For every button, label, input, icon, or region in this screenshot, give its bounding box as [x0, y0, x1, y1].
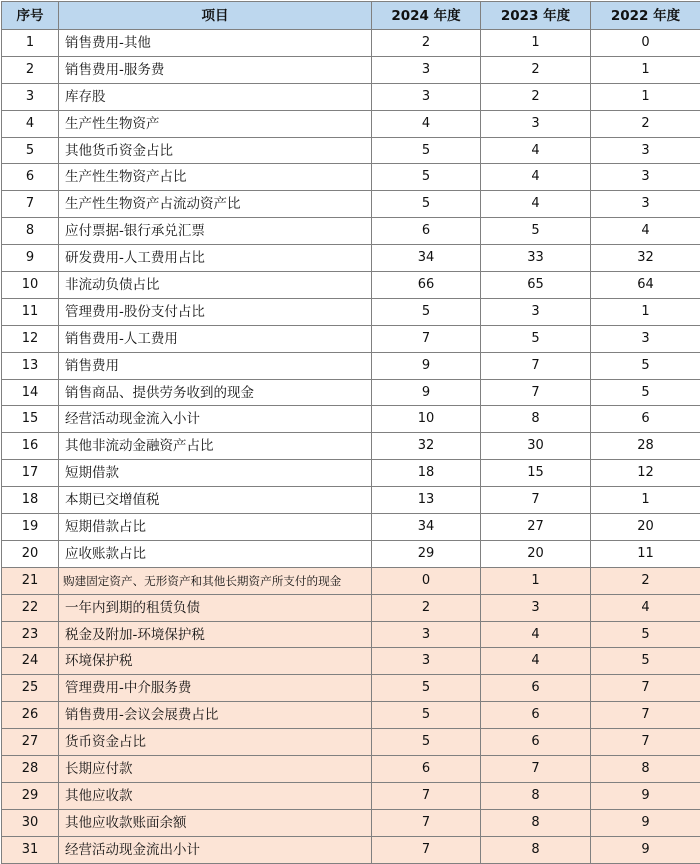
- table-row: [2, 30, 700, 57]
- row-value-2022-cell: 32: [591, 245, 700, 272]
- row-index-cell: 6: [2, 164, 59, 191]
- row-value-2022-cell: 4: [591, 218, 700, 245]
- row-index-cell: 10: [2, 272, 59, 299]
- table-row: [2, 433, 700, 460]
- row-value-2022-cell: 7: [591, 675, 700, 702]
- header-year-2024: 2024 年度: [372, 2, 481, 30]
- row-value-2022-cell: 28: [591, 433, 700, 460]
- row-index-cell: 2: [2, 56, 59, 83]
- table-row: [2, 56, 700, 83]
- row-value-2022-cell: 9: [591, 782, 700, 809]
- row-item-cell: 本期已交增值税: [59, 487, 372, 514]
- row-value-2022-cell: 6: [591, 406, 700, 433]
- row-value-2023-cell: 7: [481, 352, 591, 379]
- row-value-2023-cell: 1: [481, 567, 591, 594]
- table-row: [2, 379, 700, 406]
- row-value-2022-cell: 2: [591, 567, 700, 594]
- table-row: [2, 460, 700, 487]
- row-item-cell: 生产性生物资产占比: [59, 164, 372, 191]
- table-row: [2, 621, 700, 648]
- row-index-cell: 17: [2, 460, 59, 487]
- row-value-2022-cell: 64: [591, 272, 700, 299]
- row-value-2024-cell: 34: [372, 514, 481, 541]
- row-value-2022-cell: 7: [591, 702, 700, 729]
- row-value-2024-cell: 9: [372, 352, 481, 379]
- row-value-2024-cell: 5: [372, 702, 481, 729]
- row-item-cell: 长期应付款: [59, 756, 372, 783]
- row-value-2024-cell: 2: [372, 594, 481, 621]
- row-value-2023-cell: 15: [481, 460, 591, 487]
- row-value-2023-cell: 2: [481, 56, 591, 83]
- row-value-2023-cell: 8: [481, 809, 591, 836]
- row-value-2023-cell: 8: [481, 836, 591, 863]
- table-row: [2, 406, 700, 433]
- row-item-cell: 非流动负债占比: [59, 272, 372, 299]
- row-value-2023-cell: 6: [481, 702, 591, 729]
- row-value-2024-cell: 5: [372, 298, 481, 325]
- row-value-2024-cell: 32: [372, 433, 481, 460]
- row-value-2023-cell: 33: [481, 245, 591, 272]
- row-item-cell: 销售费用-服务费: [59, 56, 372, 83]
- row-value-2023-cell: 4: [481, 164, 591, 191]
- row-value-2024-cell: 2: [372, 30, 481, 57]
- header-index: 序号: [2, 2, 59, 30]
- row-value-2023-cell: 4: [481, 648, 591, 675]
- row-value-2023-cell: 6: [481, 675, 591, 702]
- row-item-cell: 其他应收款: [59, 782, 372, 809]
- row-value-2022-cell: 5: [591, 379, 700, 406]
- row-value-2024-cell: 6: [372, 218, 481, 245]
- table-row: [2, 83, 700, 110]
- table-row: [2, 487, 700, 514]
- row-index-cell: 31: [2, 836, 59, 863]
- row-index-cell: 27: [2, 729, 59, 756]
- row-value-2022-cell: 0: [591, 30, 700, 57]
- row-value-2022-cell: 2: [591, 110, 700, 137]
- row-item-cell: 其他货币资金占比: [59, 137, 372, 164]
- row-value-2023-cell: 5: [481, 325, 591, 352]
- row-value-2023-cell: 65: [481, 272, 591, 299]
- row-index-cell: 14: [2, 379, 59, 406]
- header-row: [2, 2, 700, 30]
- header-year-2023: 2023 年度: [481, 2, 591, 30]
- row-value-2024-cell: 5: [372, 164, 481, 191]
- table-row: [2, 675, 700, 702]
- row-index-cell: 25: [2, 675, 59, 702]
- row-index-cell: 28: [2, 756, 59, 783]
- row-item-cell: 经营活动现金流入小计: [59, 406, 372, 433]
- row-index-cell: 16: [2, 433, 59, 460]
- row-value-2022-cell: 5: [591, 621, 700, 648]
- table-row: [2, 540, 700, 567]
- row-item-cell: 销售费用-其他: [59, 30, 372, 57]
- table-row: [2, 782, 700, 809]
- row-value-2022-cell: 9: [591, 836, 700, 863]
- row-index-cell: 3: [2, 83, 59, 110]
- row-value-2022-cell: 5: [591, 648, 700, 675]
- row-value-2024-cell: 10: [372, 406, 481, 433]
- row-value-2024-cell: 5: [372, 137, 481, 164]
- row-value-2023-cell: 7: [481, 756, 591, 783]
- row-value-2023-cell: 20: [481, 540, 591, 567]
- table-row: [2, 110, 700, 137]
- row-value-2023-cell: 3: [481, 298, 591, 325]
- row-index-cell: 18: [2, 487, 59, 514]
- row-value-2024-cell: 5: [372, 191, 481, 218]
- row-value-2023-cell: 2: [481, 83, 591, 110]
- table-row: [2, 191, 700, 218]
- row-value-2024-cell: 9: [372, 379, 481, 406]
- table-row: [2, 836, 700, 863]
- row-item-cell: 应收账款占比: [59, 540, 372, 567]
- row-value-2022-cell: 3: [591, 164, 700, 191]
- table-row: [2, 352, 700, 379]
- row-item-cell: 短期借款: [59, 460, 372, 487]
- data-table: [1, 1, 700, 864]
- row-value-2024-cell: 3: [372, 56, 481, 83]
- row-value-2023-cell: 4: [481, 191, 591, 218]
- row-value-2024-cell: 3: [372, 621, 481, 648]
- row-value-2022-cell: 3: [591, 137, 700, 164]
- row-item-cell: 销售费用: [59, 352, 372, 379]
- table-row: [2, 245, 700, 272]
- row-value-2024-cell: 3: [372, 83, 481, 110]
- row-value-2023-cell: 27: [481, 514, 591, 541]
- table-row: [2, 729, 700, 756]
- row-index-cell: 5: [2, 137, 59, 164]
- row-value-2022-cell: 1: [591, 56, 700, 83]
- row-item-cell: 销售费用-会议会展费占比: [59, 702, 372, 729]
- row-value-2024-cell: 29: [372, 540, 481, 567]
- row-item-cell: 环境保护税: [59, 648, 372, 675]
- row-item-cell: 购建固定资产、无形资产和其他长期资产所支付的现金: [59, 567, 372, 594]
- row-item-cell: 应付票据-银行承兑汇票: [59, 218, 372, 245]
- row-value-2024-cell: 66: [372, 272, 481, 299]
- row-value-2024-cell: 13: [372, 487, 481, 514]
- row-value-2024-cell: 7: [372, 809, 481, 836]
- table-row: [2, 137, 700, 164]
- row-value-2022-cell: 1: [591, 487, 700, 514]
- row-value-2023-cell: 5: [481, 218, 591, 245]
- row-index-cell: 12: [2, 325, 59, 352]
- row-value-2024-cell: 5: [372, 675, 481, 702]
- table-row: [2, 164, 700, 191]
- row-item-cell: 其他应收款账面余额: [59, 809, 372, 836]
- table-row: [2, 756, 700, 783]
- row-item-cell: 短期借款占比: [59, 514, 372, 541]
- table-row: [2, 514, 700, 541]
- row-index-cell: 9: [2, 245, 59, 272]
- table-row: [2, 648, 700, 675]
- row-value-2023-cell: 8: [481, 406, 591, 433]
- row-value-2024-cell: 34: [372, 245, 481, 272]
- row-value-2022-cell: 1: [591, 298, 700, 325]
- row-item-cell: 销售商品、提供劳务收到的现金: [59, 379, 372, 406]
- row-index-cell: 1: [2, 30, 59, 57]
- row-value-2022-cell: 20: [591, 514, 700, 541]
- row-index-cell: 29: [2, 782, 59, 809]
- table-row: [2, 594, 700, 621]
- row-value-2024-cell: 7: [372, 325, 481, 352]
- row-value-2023-cell: 30: [481, 433, 591, 460]
- table-row: [2, 298, 700, 325]
- row-item-cell: 生产性生物资产占流动资产比: [59, 191, 372, 218]
- row-item-cell: 管理费用-股份支付占比: [59, 298, 372, 325]
- row-item-cell: 生产性生物资产: [59, 110, 372, 137]
- row-value-2023-cell: 7: [481, 379, 591, 406]
- row-value-2022-cell: 11: [591, 540, 700, 567]
- row-index-cell: 30: [2, 809, 59, 836]
- row-item-cell: 经营活动现金流出小计: [59, 836, 372, 863]
- table-row: [2, 809, 700, 836]
- row-index-cell: 21: [2, 567, 59, 594]
- row-value-2024-cell: 4: [372, 110, 481, 137]
- row-item-cell: 其他非流动金融资产占比: [59, 433, 372, 460]
- row-index-cell: 8: [2, 218, 59, 245]
- row-index-cell: 20: [2, 540, 59, 567]
- table-row: [2, 218, 700, 245]
- row-value-2024-cell: 0: [372, 567, 481, 594]
- row-value-2022-cell: 12: [591, 460, 700, 487]
- row-value-2023-cell: 4: [481, 621, 591, 648]
- row-value-2023-cell: 6: [481, 729, 591, 756]
- row-value-2022-cell: 3: [591, 191, 700, 218]
- row-index-cell: 24: [2, 648, 59, 675]
- table-row: [2, 702, 700, 729]
- row-value-2024-cell: 5: [372, 729, 481, 756]
- row-item-cell: 销售费用-人工费用: [59, 325, 372, 352]
- row-value-2024-cell: 6: [372, 756, 481, 783]
- row-value-2023-cell: 3: [481, 594, 591, 621]
- row-item-cell: 库存股: [59, 83, 372, 110]
- header-item: 项目: [59, 2, 372, 30]
- table-body: [2, 30, 700, 864]
- row-index-cell: 23: [2, 621, 59, 648]
- row-value-2022-cell: 1: [591, 83, 700, 110]
- row-item-cell: 货币资金占比: [59, 729, 372, 756]
- row-value-2022-cell: 4: [591, 594, 700, 621]
- table-row: [2, 272, 700, 299]
- row-value-2024-cell: 18: [372, 460, 481, 487]
- row-index-cell: 22: [2, 594, 59, 621]
- row-value-2022-cell: 3: [591, 325, 700, 352]
- row-value-2023-cell: 3: [481, 110, 591, 137]
- row-index-cell: 19: [2, 514, 59, 541]
- row-value-2024-cell: 3: [372, 648, 481, 675]
- row-item-cell: 一年内到期的租赁负债: [59, 594, 372, 621]
- row-index-cell: 4: [2, 110, 59, 137]
- row-item-cell: 管理费用-中介服务费: [59, 675, 372, 702]
- row-value-2023-cell: 1: [481, 30, 591, 57]
- row-value-2022-cell: 7: [591, 729, 700, 756]
- row-index-cell: 7: [2, 191, 59, 218]
- table-row: [2, 567, 700, 594]
- row-value-2023-cell: 8: [481, 782, 591, 809]
- row-index-cell: 13: [2, 352, 59, 379]
- row-value-2022-cell: 8: [591, 756, 700, 783]
- row-item-cell: 税金及附加-环境保护税: [59, 621, 372, 648]
- row-index-cell: 26: [2, 702, 59, 729]
- row-value-2022-cell: 9: [591, 809, 700, 836]
- header-year-2022: 2022 年度: [591, 2, 700, 30]
- row-value-2023-cell: 4: [481, 137, 591, 164]
- row-value-2023-cell: 7: [481, 487, 591, 514]
- row-index-cell: 11: [2, 298, 59, 325]
- row-value-2024-cell: 7: [372, 836, 481, 863]
- row-value-2024-cell: 7: [372, 782, 481, 809]
- row-index-cell: 15: [2, 406, 59, 433]
- table-row: [2, 325, 700, 352]
- row-item-cell: 研发费用-人工费用占比: [59, 245, 372, 272]
- row-value-2022-cell: 5: [591, 352, 700, 379]
